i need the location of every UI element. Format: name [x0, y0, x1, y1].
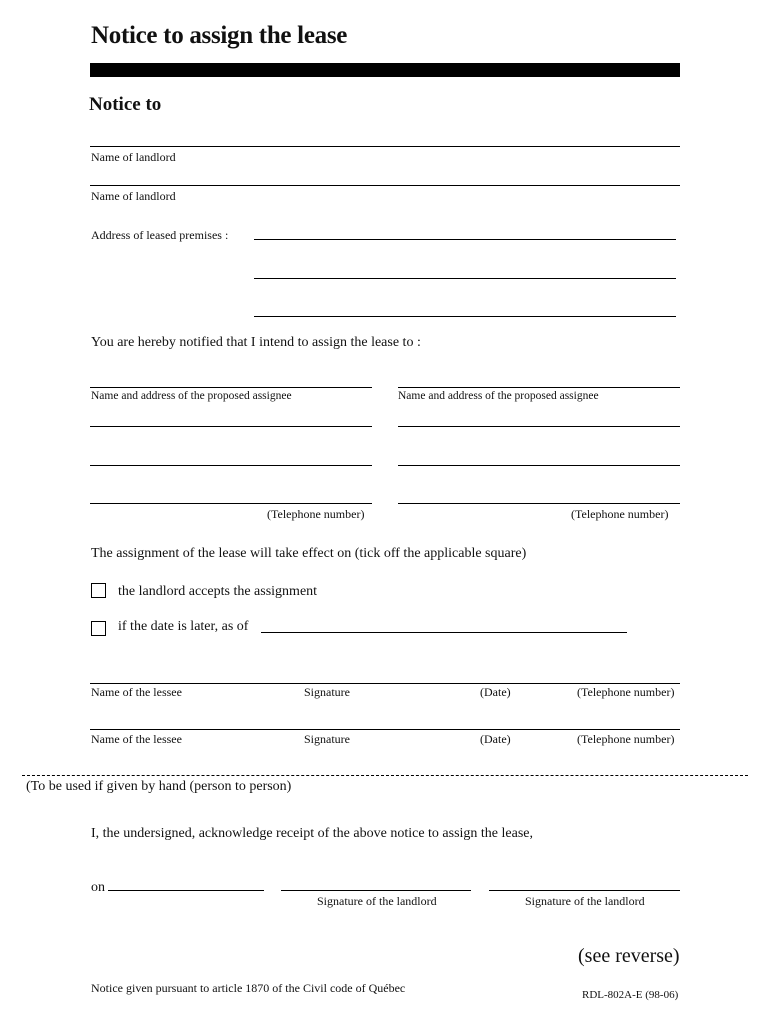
receipt-date-line[interactable] [108, 890, 264, 891]
form-title: Notice to assign the lease [91, 22, 348, 49]
on-label: on [91, 880, 105, 895]
assignee-left-label: Name and address of the proposed assignee [91, 390, 292, 402]
landlord-name-label-1: Name of landlord [91, 150, 176, 164]
accept-label: the landlord accepts the assignment [118, 584, 318, 599]
landlord-name-line-1[interactable] [90, 146, 680, 147]
intent-text: You are hereby notified that I intend to assign the lease to : [91, 335, 421, 350]
assignee-right-phone-line[interactable] [398, 503, 680, 504]
form-code: RDL-802A-E (98-06) [582, 989, 679, 1001]
later-date-label: if the date is later, as of [118, 619, 249, 634]
later-date-line[interactable] [261, 632, 627, 633]
address-line-3[interactable] [254, 316, 676, 317]
landlord-name-line-2[interactable] [90, 185, 680, 186]
assignee-left-phone-label: (Telephone number) [267, 507, 365, 521]
landlord-signature-label-2: Signature of the landlord [525, 894, 645, 908]
see-reverse: (see reverse) [578, 945, 680, 967]
landlord-signature-line-1[interactable] [281, 890, 471, 891]
lessee-name-label-1: Name of the lessee [91, 685, 182, 699]
landlord-signature-label-1: Signature of the landlord [317, 894, 437, 908]
assignee-left-line-2[interactable] [90, 426, 372, 427]
header-bar [90, 63, 680, 77]
lessee-line-1[interactable] [90, 683, 680, 684]
acknowledge-text: I, the undersigned, acknowledge receipt of the above notice to assign the lease, [91, 826, 534, 841]
lessee-signature-label-1: Signature [304, 685, 350, 699]
legal-notice: Notice given pursuant to article 1870 of the Civil code of Québec [91, 981, 406, 995]
assignee-right-line-1[interactable] [398, 387, 680, 388]
assignee-right-phone-label: (Telephone number) [571, 507, 669, 521]
lessee-signature-label-2: Signature [304, 732, 350, 746]
assignee-left-phone-line[interactable] [90, 503, 372, 504]
accept-checkbox[interactable] [91, 583, 106, 598]
address-label: Address of leased premises : [91, 228, 229, 242]
lessee-name-label-2: Name of the lessee [91, 732, 182, 746]
landlord-signature-line-2[interactable] [489, 890, 680, 891]
assignee-left-line-1[interactable] [90, 387, 372, 388]
assignee-left-line-3[interactable] [90, 465, 372, 466]
address-line-2[interactable] [254, 278, 676, 279]
lessee-line-2[interactable] [90, 729, 680, 730]
address-line-1[interactable] [254, 239, 676, 240]
assignee-right-line-3[interactable] [398, 465, 680, 466]
cut-line-divider [22, 775, 748, 776]
assignee-right-label: Name and address of the proposed assignee [398, 390, 599, 402]
notice-to-heading: Notice to [89, 94, 162, 115]
hand-delivery-heading: (To be used if given by hand (person to person) [26, 779, 292, 794]
lessee-phone-label-1: (Telephone number) [577, 685, 675, 699]
later-date-checkbox[interactable] [91, 621, 106, 636]
landlord-name-label-2: Name of landlord [91, 189, 176, 203]
lessee-phone-label-2: (Telephone number) [577, 732, 675, 746]
effect-text: The assignment of the lease will take effect on (tick off the applicable square) [91, 546, 527, 561]
lessee-date-label-2: (Date) [480, 732, 511, 746]
assignee-right-line-2[interactable] [398, 426, 680, 427]
lessee-date-label-1: (Date) [480, 685, 511, 699]
